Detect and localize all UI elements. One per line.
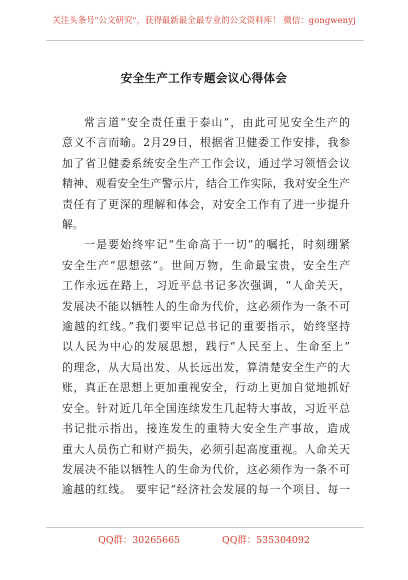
body-line: 逾越的红线。”我们要牢记总书记的重要指示，始终坚持 xyxy=(62,320,350,334)
body-line: 一是要始终牢记“生命高于一切”的嘱托，时刻绷紧 xyxy=(84,238,350,252)
footer-divider xyxy=(46,527,364,528)
body-line: 的理念，从大局出发、从长远出发，算清楚安全生产的大 xyxy=(62,360,350,374)
promo-banner xyxy=(0,0,408,40)
header-divider xyxy=(46,40,364,41)
body-line: 精神、观看安全生产警示片，结合工作实际，我对安全生产 xyxy=(62,177,350,191)
promo-banner-text: 关注头条号"公文研究"，获得最新最全最专业的公文资料库！ 微信：gongwenyj xyxy=(52,15,356,25)
body-line: 重大人员伤亡和财产损失，必须引起高度重视。人命关天 xyxy=(62,442,350,456)
paragraph-2 xyxy=(62,235,350,500)
document-body xyxy=(62,113,350,501)
qq-group-1: QQ群：30265665 xyxy=(98,535,181,546)
body-line: 常言道“安全责任重于泰山”，由此可见安全生产的 xyxy=(84,116,350,129)
body-line: 逾越的红线。 要牢记“经济社会发展的每一个项目、每一 xyxy=(62,483,350,497)
qq-group-2: QQ群：535304092 xyxy=(222,535,310,546)
body-line: 发展决不能以牺牲人的生命为代价，这必须作为一条不可 xyxy=(62,299,350,313)
body-line: 账，真正在思想上更加重视安全，行动上更加自觉地抓好 xyxy=(62,381,350,395)
body-line: 安全。针对近几年全国连续发生几起特大事故，习近平总 xyxy=(62,401,350,415)
document-title: 安全生产工作专题会议心得体会 xyxy=(120,71,288,85)
paragraph-1 xyxy=(62,113,350,235)
footer xyxy=(0,532,408,546)
body-line: 责任有了更深的理解和体会，对安全工作有了进一步提升 xyxy=(62,197,350,211)
body-line: 以人民为中心的发展思想，践行“人民至上、生命至上” xyxy=(62,340,350,354)
body-line: 安全生产“思想弦”。世间万物，生命最宝贵，安全生产 xyxy=(62,258,350,272)
body-line: 工作永远在路上，习近平总书记多次强调，“人命关天， xyxy=(62,279,350,293)
body-line: 意义不言而喻。2月29日，根据省卫健委工作安排，我参 xyxy=(62,136,350,150)
body-line: 加了省卫健委系统安全生产工作会议，通过学习领悟会议 xyxy=(62,156,350,170)
body-line: 解。 xyxy=(62,218,84,232)
body-line: 发展决不能以牺牲人的生命为代价，这必须作为一条不可 xyxy=(62,462,350,476)
body-line: 书记批示指出，接连发生的重特大安全生产事故，造成 xyxy=(62,422,350,436)
